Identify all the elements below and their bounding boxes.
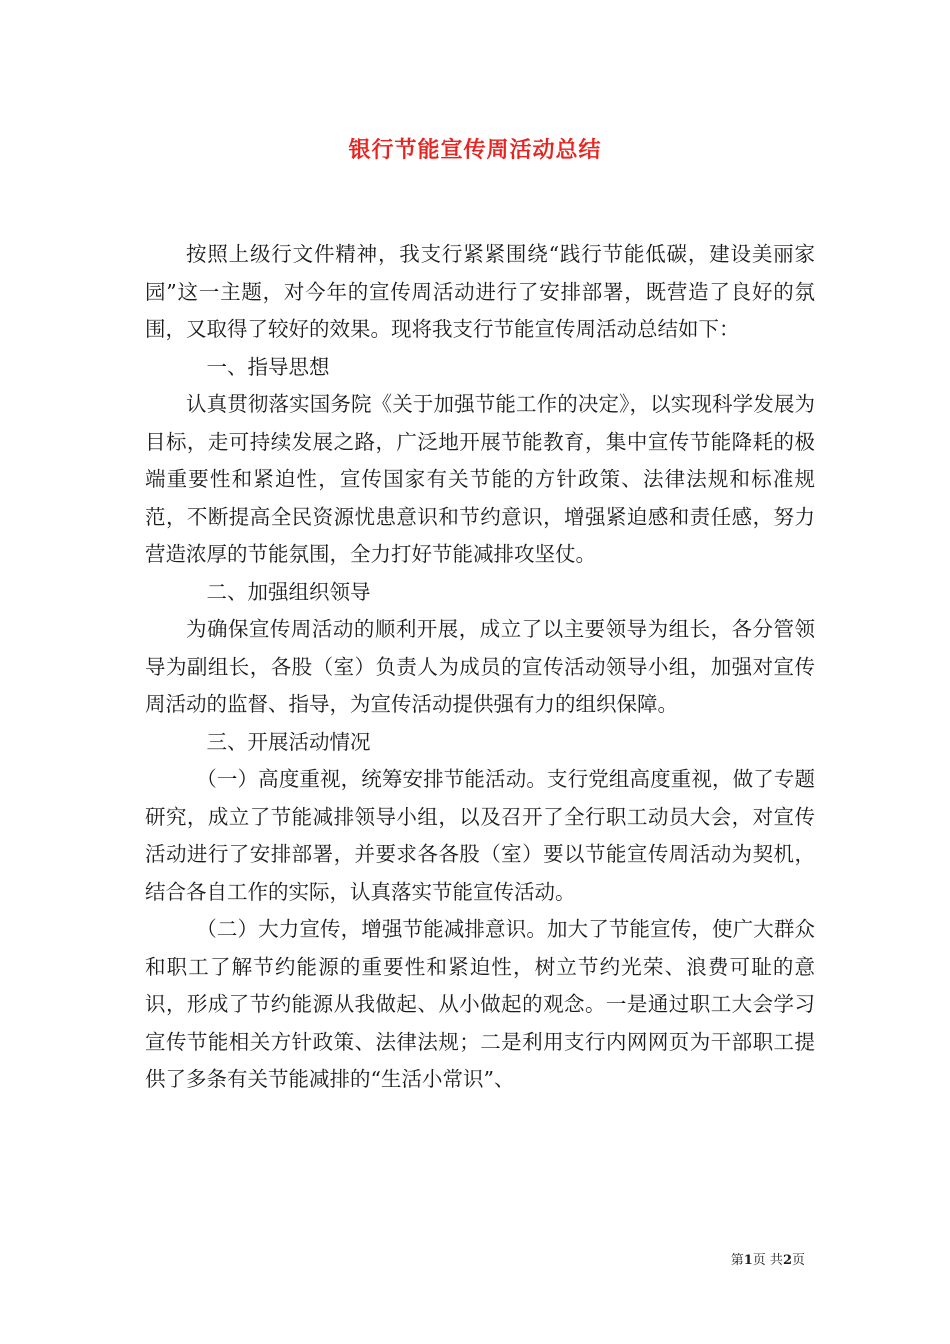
section-2-paragraph: 为确保宣传周活动的顺利开展，成立了以主要领导为组长，各分管领导为副组长，各股（室）负责人为成员的宣传活动领导小组，加强对宣传周活动的监督、指导，为宣传活动提供强有力的组织保障。 xyxy=(145,617,815,716)
section-heading-3: 三、开展活动情况 xyxy=(206,729,371,754)
section-1-paragraph: 认真贯彻落实国务院《关于加强节能工作的决定》，以实现科学发展为目标，走可持续发展之路，广泛地开展节能教育，集中宣传节能降耗的极端重要性和紧迫性，宣传国家有关节能的方针政策、法律法规和标准规范，不断提高全民资源忧患意识和节约意识，增强紧迫感和责任感，努力营造浓厚的节能氛围，全力打好节能减排攻坚仗。 xyxy=(145,392,815,566)
intro-paragraph: 按照上级行文件精神，我支行紧紧围绕“践行节能低碳，建设美丽家园”这一主题，对今年的宣传周活动进行了安排部署，既营造了良好的氛围，又取得了较好的效果。现将我支行节能宣传周活动总结如下： xyxy=(145,242,815,341)
section-3-item-1: （一）高度重视，统筹安排节能活动。支行党组高度重视，做了专题研究，成立了节能减排领导小组，以及召开了全行职工动员大会，对宣传活动进行了安排部署，并要求各各股（室）要以节能宣传周活动为契机，结合各自工作的实际，认真落实节能宣传活动。 xyxy=(145,767,815,904)
footer-suffix: 页 xyxy=(791,1253,805,1268)
section-3-item-2: （二）大力宣传，增强节能减排意识。加大了节能宣传，使广大群众和职工了解节约能源的重要性和紧迫性，树立节约光荣、浪费可耻的意识，形成了节约能源从我做起、从小做起的观念。一是通过职工大会学习宣传节能相关方针政策、法律法规；二是利用支行内网网页为干部职工提供了多条有关节能减排的“生活小常识”、 xyxy=(145,917,815,1091)
footer-prefix: 第 xyxy=(730,1253,744,1268)
section-heading-1: 一、指导思想 xyxy=(206,354,330,379)
section-heading-2: 二、加强组织领导 xyxy=(206,579,371,604)
current-page-number: 1 xyxy=(743,1253,753,1268)
total-pages-number: 2 xyxy=(782,1253,792,1268)
document-title: 银行节能宣传周活动总结 xyxy=(348,137,602,163)
document-body xyxy=(145,236,815,1099)
page-number-footer xyxy=(731,1249,805,1268)
footer-middle: 页 共 xyxy=(752,1253,783,1268)
